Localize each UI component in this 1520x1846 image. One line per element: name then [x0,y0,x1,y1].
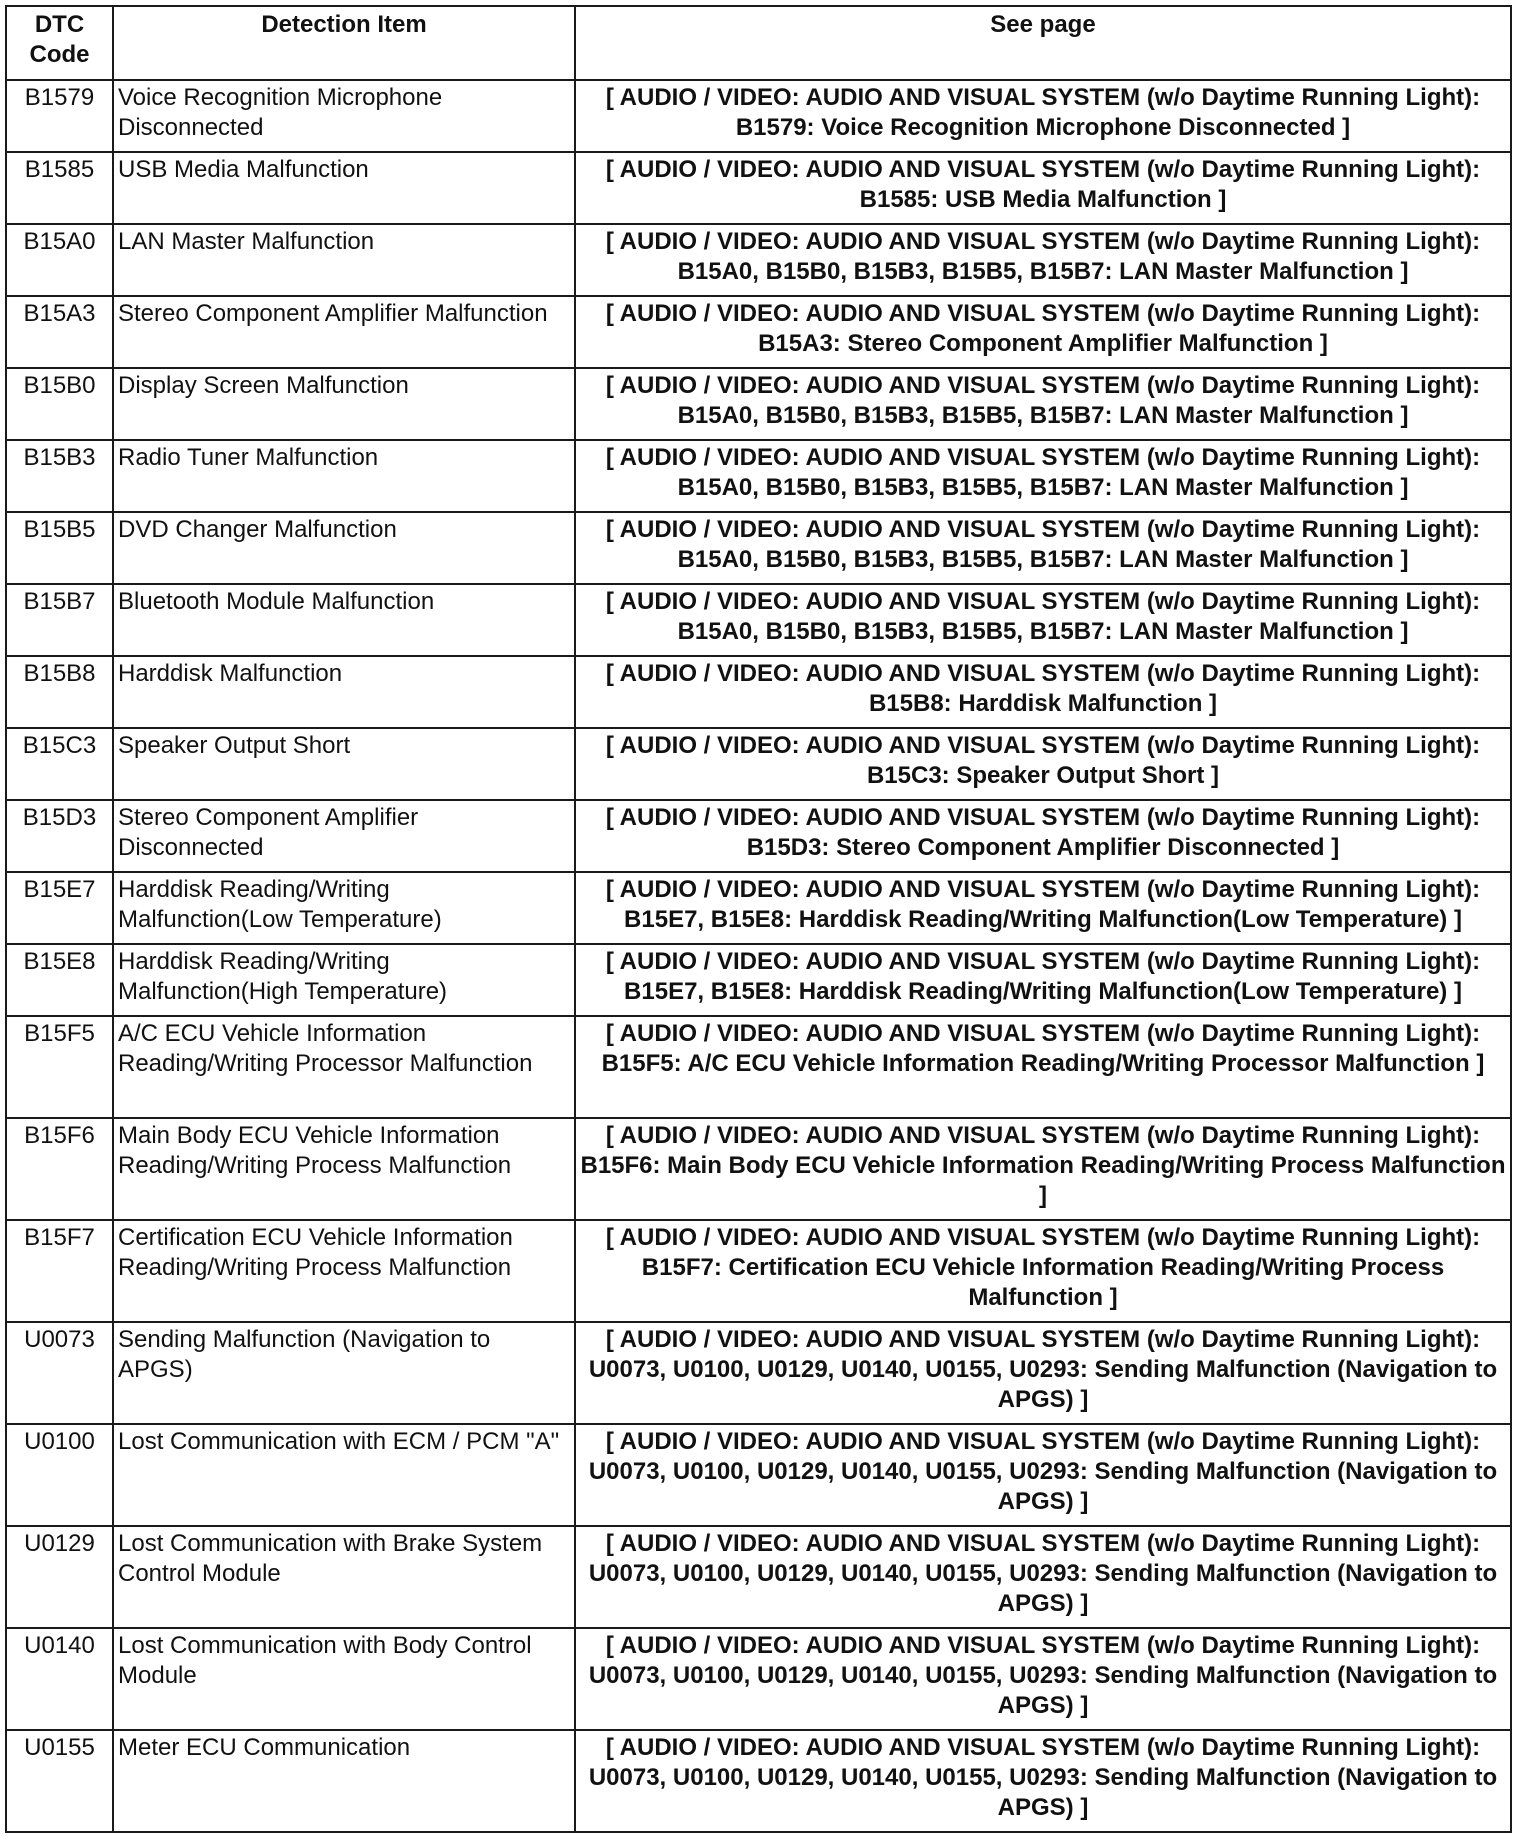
see-page-link-line-1[interactable]: [ AUDIO / VIDEO: AUDIO AND VISUAL SYSTEM (w/o Daytime Running Light): [605,228,1481,255]
table-body [6,80,1511,1832]
header-dtc-code-label: DTC Code [29,11,90,68]
see-page-link-line-1[interactable]: [ AUDIO / VIDEO: AUDIO AND VISUAL SYSTEM (w/o Daytime Running Light): [605,1632,1481,1659]
see-page-link-line-2[interactable]: B15A0, B15B0, B15B3, B15B5, B15B7: LAN Master Malfunction ] [677,546,1409,573]
see-page-cell [575,584,1511,656]
see-page-cell [575,440,1511,512]
see-page-link-line-2[interactable]: B1585: USB Media Malfunction ] [859,186,1227,213]
detection-item-cell: Voice Recognition Microphone Disconnected [113,80,575,152]
dtc-code-cell: B15F6 [6,1118,113,1220]
see-page-link-line-2[interactable]: B15A0, B15B0, B15B3, B15B5, B15B7: LAN Master Malfunction ] [677,258,1409,285]
see-page-cell [575,1526,1511,1628]
table-row [6,512,1511,584]
detection-item-cell: Lost Communication with ECM / PCM "A" [113,1424,575,1526]
dtc-code-cell: B15B7 [6,584,113,656]
see-page-cell [575,656,1511,728]
dtc-code-cell: B15F5 [6,1016,113,1118]
dtc-code-cell: U0129 [6,1526,113,1628]
table-row [6,728,1511,800]
see-page-link-line-1[interactable]: [ AUDIO / VIDEO: AUDIO AND VISUAL SYSTEM (w/o Daytime Running Light): [605,84,1481,111]
see-page-link-line-1[interactable]: [ AUDIO / VIDEO: AUDIO AND VISUAL SYSTEM (w/o Daytime Running Light): [605,1224,1481,1251]
see-page-link-line-2[interactable]: B15A0, B15B0, B15B3, B15B5, B15B7: LAN Master Malfunction ] [677,618,1409,645]
detection-item-cell: Lost Communication with Brake System Control Module [113,1526,575,1628]
table-row [6,1118,1511,1220]
detection-item-cell: Harddisk Reading/Writing Malfunction(Low Temperature) [113,872,575,944]
see-page-link-line-1[interactable]: [ AUDIO / VIDEO: AUDIO AND VISUAL SYSTEM (w/o Daytime Running Light): [605,876,1481,903]
see-page-link-line-1[interactable]: [ AUDIO / VIDEO: AUDIO AND VISUAL SYSTEM (w/o Daytime Running Light): [605,300,1481,327]
table-row [6,152,1511,224]
see-page-link-line-1[interactable]: [ AUDIO / VIDEO: AUDIO AND VISUAL SYSTEM (w/o Daytime Running Light): [605,660,1481,687]
see-page-link-line-1[interactable]: [ AUDIO / VIDEO: AUDIO AND VISUAL SYSTEM (w/o Daytime Running Light): [605,804,1481,831]
table-row [6,1526,1511,1628]
table-row [6,584,1511,656]
see-page-cell [575,1730,1511,1832]
dtc-code-cell: B15F7 [6,1220,113,1322]
see-page-link-line-2[interactable]: U0073, U0100, U0129, U0140, U0155, U0293: Sending Malfunction (Navigation to APGS) ] [588,1458,1498,1515]
dtc-code-cell: B1579 [6,80,113,152]
dtc-code-cell: U0073 [6,1322,113,1424]
detection-item-cell: DVD Changer Malfunction [113,512,575,584]
table-row [6,80,1511,152]
see-page-link-line-2[interactable]: B15A3: Stereo Component Amplifier Malfunction ] [758,330,1328,357]
see-page-link-line-1[interactable]: [ AUDIO / VIDEO: AUDIO AND VISUAL SYSTEM (w/o Daytime Running Light): [605,1122,1481,1149]
see-page-link-line-2[interactable]: B15A0, B15B0, B15B3, B15B5, B15B7: LAN Master Malfunction ] [677,402,1409,429]
see-page-cell [575,1424,1511,1526]
see-page-link-line-2[interactable]: B15F5: A/C ECU Vehicle Information Reading/Writing Processor Malfunction ] [601,1050,1485,1077]
detection-item-cell: Lost Communication with Body Control Module [113,1628,575,1730]
detection-item-cell: Stereo Component Amplifier Malfunction [113,296,575,368]
see-page-link-line-2[interactable]: B15F7: Certification ECU Vehicle Information Reading/Writing Process Malfunction ] [641,1254,1445,1311]
dtc-code-cell: B15B3 [6,440,113,512]
see-page-cell [575,512,1511,584]
detection-item-cell: Main Body ECU Vehicle Information Reading/Writing Process Malfunction [113,1118,575,1220]
see-page-cell [575,368,1511,440]
see-page-link-line-1[interactable]: [ AUDIO / VIDEO: AUDIO AND VISUAL SYSTEM (w/o Daytime Running Light): [605,1428,1481,1455]
header-dtc-code [6,6,113,80]
see-page-link-line-1[interactable]: [ AUDIO / VIDEO: AUDIO AND VISUAL SYSTEM (w/o Daytime Running Light): [605,1734,1481,1761]
see-page-cell [575,1016,1511,1118]
dtc-code-cell: U0155 [6,1730,113,1832]
dtc-code-cell: U0140 [6,1628,113,1730]
dtc-code-cell: B15E8 [6,944,113,1016]
see-page-cell [575,80,1511,152]
detection-item-cell: Harddisk Reading/Writing Malfunction(High Temperature) [113,944,575,1016]
detection-item-cell: Bluetooth Module Malfunction [113,584,575,656]
table-row [6,944,1511,1016]
dtc-code-cell: B15C3 [6,728,113,800]
table-row [6,1730,1511,1832]
see-page-cell [575,1118,1511,1220]
dtc-code-cell: B15D3 [6,800,113,872]
dtc-code-cell: B15B8 [6,656,113,728]
detection-item-cell: Harddisk Malfunction [113,656,575,728]
see-page-link-line-2[interactable]: B1579: Voice Recognition Microphone Disconnected ] [735,114,1351,141]
detection-item-cell: Sending Malfunction (Navigation to APGS) [113,1322,575,1424]
dtc-code-cell: B15A3 [6,296,113,368]
detection-item-cell: Radio Tuner Malfunction [113,440,575,512]
table-row [6,1424,1511,1526]
see-page-link-line-1[interactable]: [ AUDIO / VIDEO: AUDIO AND VISUAL SYSTEM (w/o Daytime Running Light): [605,516,1481,543]
see-page-link-line-1[interactable]: [ AUDIO / VIDEO: AUDIO AND VISUAL SYSTEM (w/o Daytime Running Light): [605,1326,1481,1353]
see-page-link-line-1[interactable]: [ AUDIO / VIDEO: AUDIO AND VISUAL SYSTEM (w/o Daytime Running Light): [605,588,1481,615]
see-page-link-line-1[interactable]: [ AUDIO / VIDEO: AUDIO AND VISUAL SYSTEM (w/o Daytime Running Light): [605,1020,1481,1047]
table-row [6,1220,1511,1322]
dtc-code-cell: B15A0 [6,224,113,296]
see-page-cell [575,152,1511,224]
dtc-code-cell: B15B0 [6,368,113,440]
see-page-link-line-2[interactable]: U0073, U0100, U0129, U0140, U0155, U0293: Sending Malfunction (Navigation to APGS) ] [588,1764,1498,1821]
dtc-code-cell: U0100 [6,1424,113,1526]
detection-item-cell: Certification ECU Vehicle Information Reading/Writing Process Malfunction [113,1220,575,1322]
see-page-link-line-1[interactable]: [ AUDIO / VIDEO: AUDIO AND VISUAL SYSTEM (w/o Daytime Running Light): [605,444,1481,471]
dtc-code-cell: B1585 [6,152,113,224]
detection-item-cell: A/C ECU Vehicle Information Reading/Writing Processor Malfunction [113,1016,575,1118]
see-page-link-line-2[interactable]: U0073, U0100, U0129, U0140, U0155, U0293: Sending Malfunction (Navigation to APGS) ] [588,1662,1498,1719]
dtc-code-cell: B15B5 [6,512,113,584]
table-row [6,224,1511,296]
table-row [6,800,1511,872]
see-page-cell [575,224,1511,296]
see-page-link-line-2[interactable]: B15E7, B15E8: Harddisk Reading/Writing Malfunction(Low Temperature) ] [624,978,1462,1005]
header-see-page: See page [575,6,1511,80]
table-row [6,368,1511,440]
dtc-code-cell: B15E7 [6,872,113,944]
see-page-cell [575,872,1511,944]
table-row [6,296,1511,368]
detection-item-cell: Display Screen Malfunction [113,368,575,440]
detection-item-cell: USB Media Malfunction [113,152,575,224]
see-page-link-line-2[interactable]: U0073, U0100, U0129, U0140, U0155, U0293: Sending Malfunction (Navigation to APGS) ] [588,1356,1498,1413]
see-page-link-line-1[interactable]: [ AUDIO / VIDEO: AUDIO AND VISUAL SYSTEM (w/o Daytime Running Light): [605,156,1481,183]
see-page-link-line-2[interactable]: U0073, U0100, U0129, U0140, U0155, U0293: Sending Malfunction (Navigation to APGS) ] [588,1560,1498,1617]
table-row [6,656,1511,728]
see-page-link-line-1[interactable]: [ AUDIO / VIDEO: AUDIO AND VISUAL SYSTEM (w/o Daytime Running Light): [605,372,1481,399]
detection-item-cell: Meter ECU Communication [113,1730,575,1832]
see-page-link-line-2[interactable]: B15A0, B15B0, B15B3, B15B5, B15B7: LAN Master Malfunction ] [677,474,1409,501]
table-row [6,872,1511,944]
see-page-cell [575,1322,1511,1424]
table-row [6,1628,1511,1730]
see-page-cell [575,728,1511,800]
header-detection-item: Detection Item [113,6,575,80]
detection-item-cell: LAN Master Malfunction [113,224,575,296]
detection-item-cell: Speaker Output Short [113,728,575,800]
see-page-link-line-2[interactable]: B15B8: Harddisk Malfunction ] [868,690,1218,717]
see-page-link-line-2[interactable]: B15C3: Speaker Output Short ] [866,762,1220,789]
see-page-cell [575,944,1511,1016]
see-page-cell [575,1628,1511,1730]
table-row [6,440,1511,512]
see-page-cell [575,800,1511,872]
see-page-link-line-2[interactable]: B15E7, B15E8: Harddisk Reading/Writing Malfunction(Low Temperature) ] [624,906,1462,933]
see-page-link-line-2[interactable]: B15F6: Main Body ECU Vehicle Information Reading/Writing Process Malfunction ] [580,1152,1506,1209]
header-row [6,6,1511,80]
detection-item-cell: Stereo Component Amplifier Disconnected [113,800,575,872]
see-page-link-line-1[interactable]: [ AUDIO / VIDEO: AUDIO AND VISUAL SYSTEM (w/o Daytime Running Light): [605,948,1481,975]
see-page-cell [575,1220,1511,1322]
see-page-cell [575,296,1511,368]
table-row [6,1016,1511,1118]
dtc-table [5,5,1512,1833]
see-page-link-line-1[interactable]: [ AUDIO / VIDEO: AUDIO AND VISUAL SYSTEM (w/o Daytime Running Light): [605,1530,1481,1557]
see-page-link-line-1[interactable]: [ AUDIO / VIDEO: AUDIO AND VISUAL SYSTEM (w/o Daytime Running Light): [605,732,1481,759]
table-row [6,1322,1511,1424]
see-page-link-line-2[interactable]: B15D3: Stereo Component Amplifier Disconnected ] [746,834,1340,861]
